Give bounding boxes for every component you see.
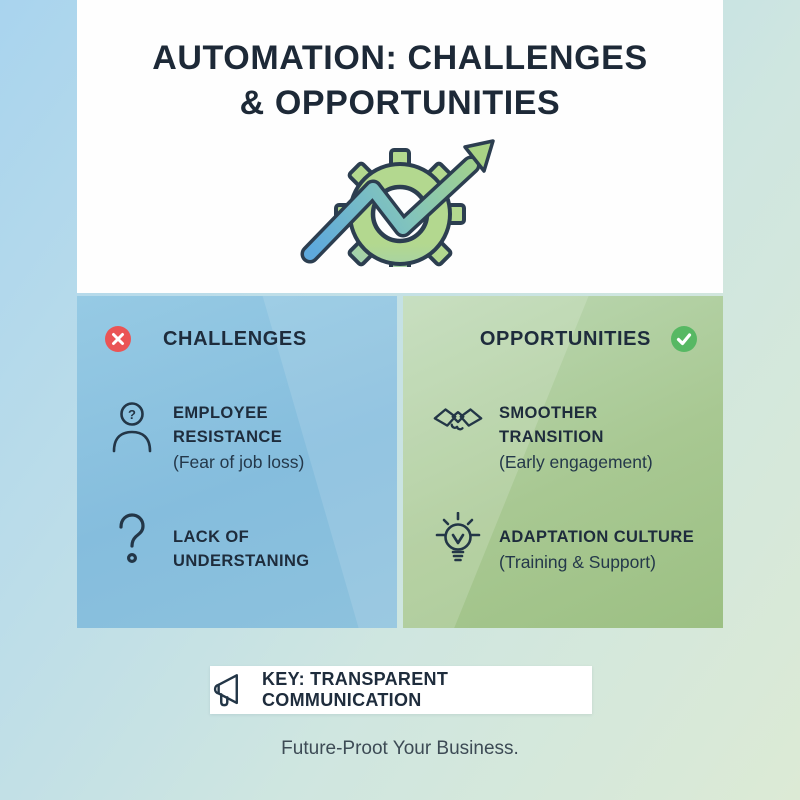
- opportunity-item-text: [499, 512, 694, 574]
- opportunity-item-smoother-transition: [403, 400, 723, 474]
- key-banner: [210, 666, 592, 714]
- opportunities-header: [403, 296, 723, 352]
- footer-tagline: Future-Proot Your Business.: [281, 738, 519, 759]
- challenges-panel: [77, 296, 397, 628]
- opportunity-item-adaptation-culture: [403, 512, 723, 574]
- person-question-icon: [107, 400, 157, 474]
- handshake-icon: [433, 400, 483, 474]
- lightbulb-icon: [433, 512, 483, 574]
- opportunity-item-subtitle: (Training & Support): [499, 552, 656, 573]
- red-x-circle-icon: [105, 326, 131, 352]
- opportunities-header-label: OPPORTUNITIES: [479, 327, 651, 350]
- challenges-header: [77, 296, 397, 352]
- challenge-item-employee-resistance: [77, 400, 397, 474]
- gear-growth-arrow-icon: [295, 132, 505, 267]
- question-mark-icon: [107, 512, 157, 574]
- page-title-line2: & OPPORTUNITIES: [239, 83, 561, 122]
- challenge-item-title: LACK OF UNDERSTANING: [173, 528, 310, 571]
- challenge-item-lack-of-understanding: [77, 512, 397, 574]
- page-title-line1: AUTOMATION: CHALLENGES: [152, 39, 648, 77]
- challenge-item-title: EMPLOYEE RESISTANCE: [173, 404, 283, 446]
- header-card: [77, 0, 723, 293]
- megaphone-icon: [210, 671, 248, 709]
- challenges-header-label: CHALLENGES: [163, 327, 307, 350]
- challenge-item-text: [173, 400, 379, 474]
- green-check-circle-icon: [671, 326, 697, 352]
- opportunity-item-text: [499, 400, 705, 474]
- opportunity-item-subtitle: (Early engagement): [499, 451, 653, 472]
- challenge-item-text: [173, 512, 379, 574]
- page-title: [152, 36, 647, 126]
- opportunity-item-title: SMOOTHER TRANSITION: [499, 404, 604, 446]
- key-banner-label: KEY: TRANSPARENT COMMUNICATION: [262, 669, 449, 710]
- opportunities-panel: [403, 296, 723, 628]
- svg-text:?: ?: [128, 407, 136, 422]
- opportunity-item-title: ADAPTATION CULTURE: [499, 528, 695, 547]
- challenge-item-subtitle: (Fear of job loss): [173, 451, 305, 472]
